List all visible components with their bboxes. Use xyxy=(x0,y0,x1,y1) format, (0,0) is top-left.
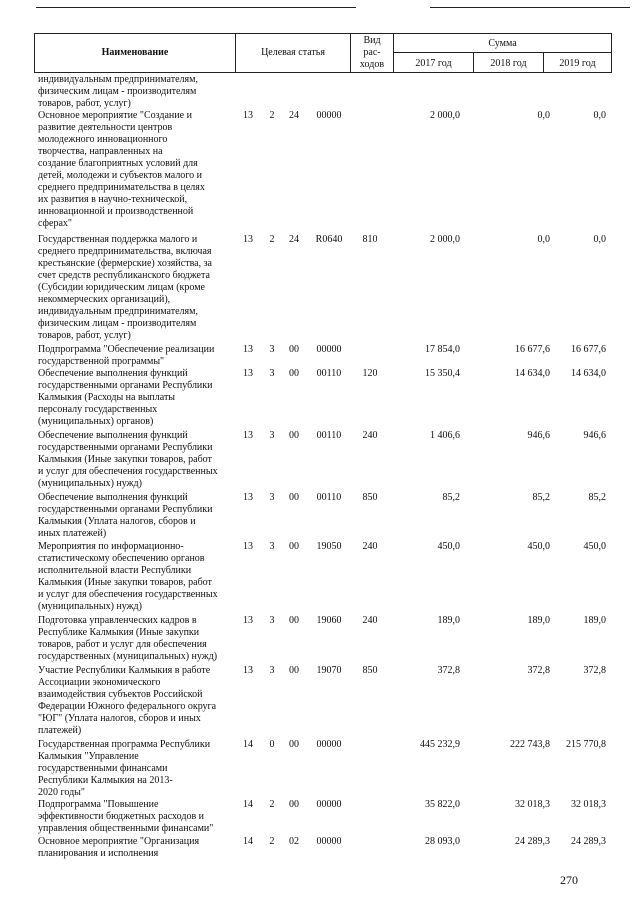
code-expense-type: 240 xyxy=(362,615,378,626)
sum-2019: 0,0 xyxy=(593,234,606,245)
sum-2018: 14 634,0 xyxy=(515,368,550,379)
row-name: Государственная поддержка малого и среднего предпринимательства, включая крестьянские (фермерские) хозяйства, за счет средств республиканского бюджета (Субсидии юридическим лицам (кроме некоммерческих организаций), индивидуальным предпринимателям, физическим лицам - производителям товаров, работ, услуг) xyxy=(38,234,212,341)
sum-2019: 85,2 xyxy=(588,492,606,503)
sum-2019: 14 634,0 xyxy=(571,368,606,379)
sum-2019: 946,6 xyxy=(583,430,606,441)
code-expense-type: 810 xyxy=(362,234,378,245)
code-expense-type: 120 xyxy=(362,368,378,379)
sum-2018: 0,0 xyxy=(537,110,550,121)
row-name: Подпрограмма "Обеспечение реализации государственной программы" xyxy=(38,344,215,367)
code-event: 00 xyxy=(289,368,299,379)
sum-2017: 28 093,0 xyxy=(425,836,460,847)
row-name: Обеспечение выполнения функций государственными органами Республики Калмыкия (Уплата налогов, сборов и иных платежей) xyxy=(38,492,213,539)
code-program: 13 xyxy=(243,541,253,552)
code-program: 13 xyxy=(243,368,253,379)
sum-2019: 372,8 xyxy=(583,665,606,676)
sum-2017: 35 822,0 xyxy=(425,799,460,810)
code-subprogram: 3 xyxy=(269,430,275,441)
code-event: 00 xyxy=(289,665,299,676)
sum-2017: 189,0 xyxy=(437,615,460,626)
code-event: 02 xyxy=(289,836,299,847)
row-name: Мероприятия по информационно- статистическому обеспечению органов исполнительной власти Республики Калмыкия (Иные закупки товаров, работ и услуг для обеспечения государственных (муниципальных) нужд) xyxy=(38,541,218,612)
sum-2017: 2 000,0 xyxy=(430,110,460,121)
sum-2019: 215 770,8 xyxy=(566,739,606,750)
sum-2018: 85,2 xyxy=(532,492,550,503)
code-subprogram: 3 xyxy=(269,492,275,503)
code-event: 00 xyxy=(289,739,299,750)
code-direction: 19060 xyxy=(316,615,342,626)
code-subprogram: 2 xyxy=(269,799,275,810)
row-name: Подпрограмма "Повышение эффективности бюджетных расходов и управления общественными финансами" xyxy=(38,799,214,834)
code-program: 13 xyxy=(243,344,253,355)
row-name: индивидуальным предпринимателям, физическим лицам - производителям товаров, работ, услуг) xyxy=(38,74,198,109)
code-direction: 00000 xyxy=(316,836,342,847)
code-event: 00 xyxy=(289,492,299,503)
code-program: 13 xyxy=(243,615,253,626)
code-subprogram: 2 xyxy=(269,234,275,245)
sum-2017: 2 000,0 xyxy=(430,234,460,245)
code-subprogram: 3 xyxy=(269,615,275,626)
row-name: Основное мероприятие "Создание и развитие деятельности центров молодежного инновационного творчества, направленных на создание благоприятных условий для детей, молодежи и субъектов малого и среднего предпринимательства в целях их развития в научно-технической, инновационной и производственной сферах" xyxy=(38,110,205,229)
top-rule-left xyxy=(36,7,356,8)
row-name: Государственная программа Республики Калмыкия "Управление государственными финансами Республики Калмыкия на 2013- 2020 годы" xyxy=(38,739,211,798)
code-event: 00 xyxy=(289,430,299,441)
sum-2018: 189,0 xyxy=(527,615,550,626)
code-direction: 00000 xyxy=(316,344,342,355)
code-subprogram: 3 xyxy=(269,665,275,676)
code-direction: 00110 xyxy=(316,430,342,441)
sum-2019: 32 018,3 xyxy=(571,799,606,810)
table-header xyxy=(34,33,612,73)
code-subprogram: 2 xyxy=(269,836,275,847)
code-direction: R0640 xyxy=(315,234,343,245)
row-name: Участие Республики Калмыкия в работе Ассоциации экономического взаимодействия субъектов Российской Федерации Южного федерального округа "ЮГ" (Уплата налогов, сборов и иных платежей) xyxy=(38,665,217,736)
code-subprogram: 3 xyxy=(269,344,275,355)
code-direction: 19050 xyxy=(316,541,342,552)
code-event: 00 xyxy=(289,541,299,552)
code-event: 00 xyxy=(289,799,299,810)
code-subprogram: 3 xyxy=(269,368,275,379)
sum-2018: 16 677,6 xyxy=(515,344,550,355)
sum-2017: 15 350,4 xyxy=(425,368,460,379)
header-2018: 2018 год xyxy=(490,58,527,69)
code-program: 14 xyxy=(243,739,253,750)
header-target: Целевая статья xyxy=(261,47,325,58)
header-sum: Сумма xyxy=(488,38,517,49)
header-2017: 2017 год xyxy=(415,58,452,69)
code-expense-type: 850 xyxy=(362,665,378,676)
code-direction: 19070 xyxy=(316,665,342,676)
code-program: 13 xyxy=(243,110,253,121)
sum-2019: 24 289,3 xyxy=(571,836,606,847)
code-program: 14 xyxy=(243,799,253,810)
code-subprogram: 0 xyxy=(269,739,275,750)
sum-2017: 445 232,9 xyxy=(420,739,460,750)
code-event: 24 xyxy=(289,110,299,121)
sum-2018: 24 289,3 xyxy=(515,836,550,847)
sum-2019: 450,0 xyxy=(583,541,606,552)
sum-2018: 0,0 xyxy=(537,234,550,245)
row-name: Обеспечение выполнения функций государственными органами Республики Калмыкия (Иные закупки товаров, работ и услуг для обеспечения государственных (муниципальных) нужд) xyxy=(38,430,218,489)
row-name: Основное мероприятие "Организация планирования и исполнения xyxy=(38,836,200,859)
sum-2018: 946,6 xyxy=(527,430,550,441)
code-direction: 00000 xyxy=(316,110,342,121)
code-direction: 00110 xyxy=(316,368,342,379)
sum-2019: 0,0 xyxy=(593,110,606,121)
code-program: 13 xyxy=(243,430,253,441)
sum-2017: 450,0 xyxy=(437,541,460,552)
top-rule-right xyxy=(430,7,630,8)
code-event: 00 xyxy=(289,615,299,626)
header-divider xyxy=(393,52,611,53)
sum-2019: 16 677,6 xyxy=(571,344,606,355)
header-name: Наименование xyxy=(101,47,169,58)
sum-2018: 32 018,3 xyxy=(515,799,550,810)
code-event: 24 xyxy=(289,234,299,245)
code-program: 13 xyxy=(243,665,253,676)
code-program: 13 xyxy=(243,234,253,245)
code-expense-type: 240 xyxy=(362,541,378,552)
header-2019: 2019 год xyxy=(559,58,596,69)
sum-2018: 450,0 xyxy=(527,541,550,552)
row-name: Подготовка управленческих кадров в Республике Калмыкия (Иные закупки товаров, работ и услуг для обеспечения государственных (муниципальных) нужд) xyxy=(38,615,218,662)
row-name: Обеспечение выполнения функций государственными органами Республики Калмыкия (Расходы на выплаты персоналу государственных (муниципальных) органов) xyxy=(38,368,213,427)
code-program: 13 xyxy=(243,492,253,503)
code-subprogram: 3 xyxy=(269,541,275,552)
header-expense-type: Вид рас- ходов xyxy=(359,35,385,70)
sum-2017: 85,2 xyxy=(442,492,460,503)
sum-2018: 222 743,8 xyxy=(510,739,550,750)
code-expense-type: 850 xyxy=(362,492,378,503)
code-event: 00 xyxy=(289,344,299,355)
code-program: 14 xyxy=(243,836,253,847)
code-direction: 00000 xyxy=(316,739,342,750)
code-expense-type: 240 xyxy=(362,430,378,441)
sum-2018: 372,8 xyxy=(527,665,550,676)
sum-2017: 17 854,0 xyxy=(425,344,460,355)
page-number: 270 xyxy=(560,873,578,887)
code-direction: 00110 xyxy=(316,492,342,503)
code-direction: 00000 xyxy=(316,799,342,810)
sum-2019: 189,0 xyxy=(583,615,606,626)
code-subprogram: 2 xyxy=(269,110,275,121)
sum-2017: 1 406,6 xyxy=(430,430,460,441)
sum-2017: 372,8 xyxy=(437,665,460,676)
